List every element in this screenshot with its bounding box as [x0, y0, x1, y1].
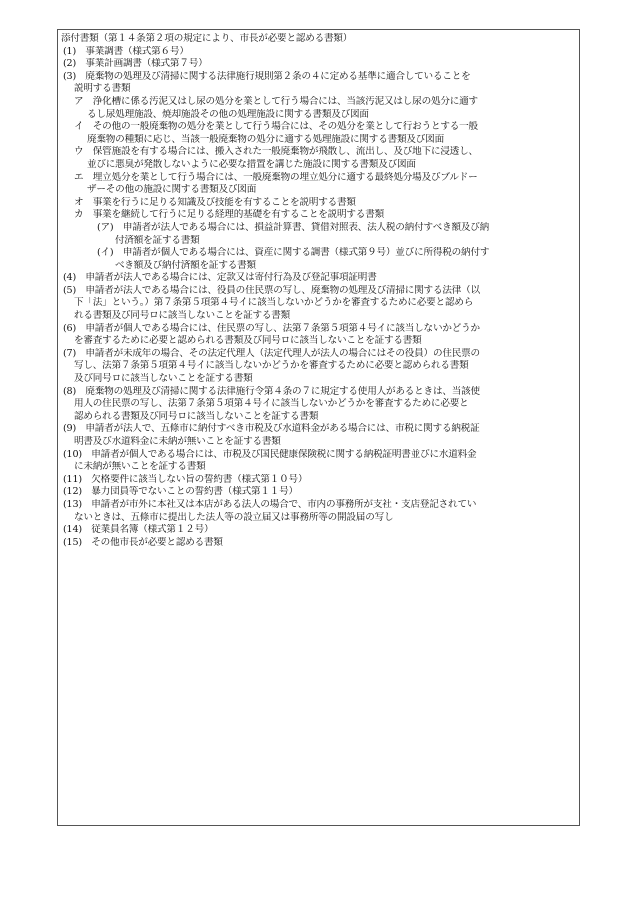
document-line: (14) 従業員名簿（様式第１２号） — [63, 524, 214, 536]
document-line: (2) 事業計画調書（様式第７号） — [63, 58, 208, 70]
document-line: ないときは、五條市に提出した法人等の設立届又は事務所等の開設届の写し — [74, 511, 394, 523]
document-line: (1) 事業調書（様式第６号） — [63, 45, 189, 57]
document-line: 説明する書類 — [74, 83, 131, 95]
document-line: れる書類及び同号ロに該当しないことを証する書類 — [74, 310, 291, 322]
document-line: (15) その他市長が必要と認める書類 — [63, 536, 223, 548]
document-line: (8) 廃棄物の処理及び清掃に関する法律施行令第４条の７に規定する使用人があるときは、当該使 — [63, 385, 480, 397]
document-line: るし尿処理施設、焼却施設その他の処理施設に関する書類及び図面 — [87, 108, 369, 120]
document-line: に未納が無いことを証する書類 — [74, 461, 206, 473]
document-line: (6) 申請者が個人である場合には、住民票の写し、法第７条第５項第４号イに該当しないかどうか — [63, 322, 480, 334]
document-line: (ア) 申請者が法人である場合には、損益計算書、貸借対照表、法人税の納付すべき額及び納 — [97, 221, 490, 233]
document-line: 下「法」という。）第７条第５項第４号イに該当しないかどうかを審査するために必要と認めら — [74, 297, 474, 309]
document-frame — [57, 29, 580, 826]
document-line: 並びに悪臭が発散しないように必要な措置を講じた施設に関する書類及び図面 — [87, 158, 416, 170]
document-line: (5) 申請者が法人である場合には、役員の住民票の写し、廃棄物の処理及び清掃に関する法律（以 — [63, 284, 480, 296]
document-line: オ 事業を行うに足りる知識及び技能を有することを説明する書類 — [74, 196, 356, 208]
document-line: 及び同号ロに該当しないことを証する書類 — [74, 373, 253, 385]
attachment-list — [61, 33, 576, 549]
document-line: (10) 申請者が個人である場合には、市税及び国民健康保険税に関する納税証明書並びに水道料金 — [63, 448, 477, 460]
document-line: (3) 廃棄物の処理及び清掃に関する法律施行規則第２条の４に定める基準に適合していることを — [63, 70, 471, 82]
document-line: 廃棄物の種類に応じ、当該一般廃棄物の処分に適する処理施設に関する書類及び図面 — [87, 133, 444, 145]
document-line: ア 浄化槽に係る汚泥又はし尿の処分を業として行う場合には、当該汚泥又はし尿の処分に適す — [74, 95, 478, 107]
document-line: (12) 暴力団員等でないことの誓約書（様式第１１号） — [63, 486, 298, 498]
document-line: (4) 申請者が法人である場合には、定款又は寄付行為及び登記事項証明書 — [63, 272, 377, 284]
document-line: (11) 欠格要件に該当しない旨の誓約書（様式第１０号） — [63, 473, 308, 485]
document-line: ウ 保管施設を有する場合には、搬入された一般廃棄物が飛散し、流出し、及び地下に浸透し、 — [74, 146, 478, 158]
document-line: エ 埋立処分を業として行う場合には、一般廃棄物の埋立処分に適する最終処分場及びブルドー — [74, 171, 478, 183]
document-line: (7) 申請者が未成年の場合、その法定代理人（法定代理人が法人の場合にはその役員）の住民票の — [63, 347, 480, 359]
document-line: (13) 申請者が市外に本社又は本店がある法人の場合で、市内の事務所が支社・支店登記されてい — [63, 498, 477, 510]
document-line: べき額及び納付済額を証する書類 — [115, 259, 256, 271]
document-line: イ その他の一般廃棄物の処分を業として行う場合には、その処分を業として行おうとする一般 — [74, 121, 478, 133]
document-line: を審査するために必要と認められる書類及び同号ロに該当しないことを証する書類 — [74, 335, 422, 347]
document-line: (イ) 申請者が個人である場合には、資産に関する調書（様式第９号）並びに所得税の納付す — [97, 247, 490, 259]
document-line: 明書及び水道料金に未納が無いことを証する書類 — [74, 436, 281, 447]
document-line: (9) 申請者が法人で、五條市に納付すべき市税及び水道料金がある場合には、市税に関する納税証 — [63, 423, 480, 435]
document-line: 用人の住民票の写し、法第７条第５項第４号イに該当しないかどうかを審査するために必要と — [74, 398, 469, 410]
document-line: 添付書類（第１４条第２項の規定により、市長が必要と認める書類） — [61, 33, 353, 44]
document-line: ザーその他の施設に関する書類及び図面 — [87, 184, 257, 196]
document-line: 写し、法第７条第５項第４号イに該当しないかどうかを審査するために必要と認められる書類 — [74, 360, 469, 372]
document-line: 認められる書類及び同号ロに該当しないことを証する書類 — [74, 410, 319, 422]
document-line: カ 事業を継続して行うに足りる経理的基礎を有することを説明する書類 — [74, 209, 384, 221]
document-line: 付済額を証する書類 — [115, 234, 200, 246]
